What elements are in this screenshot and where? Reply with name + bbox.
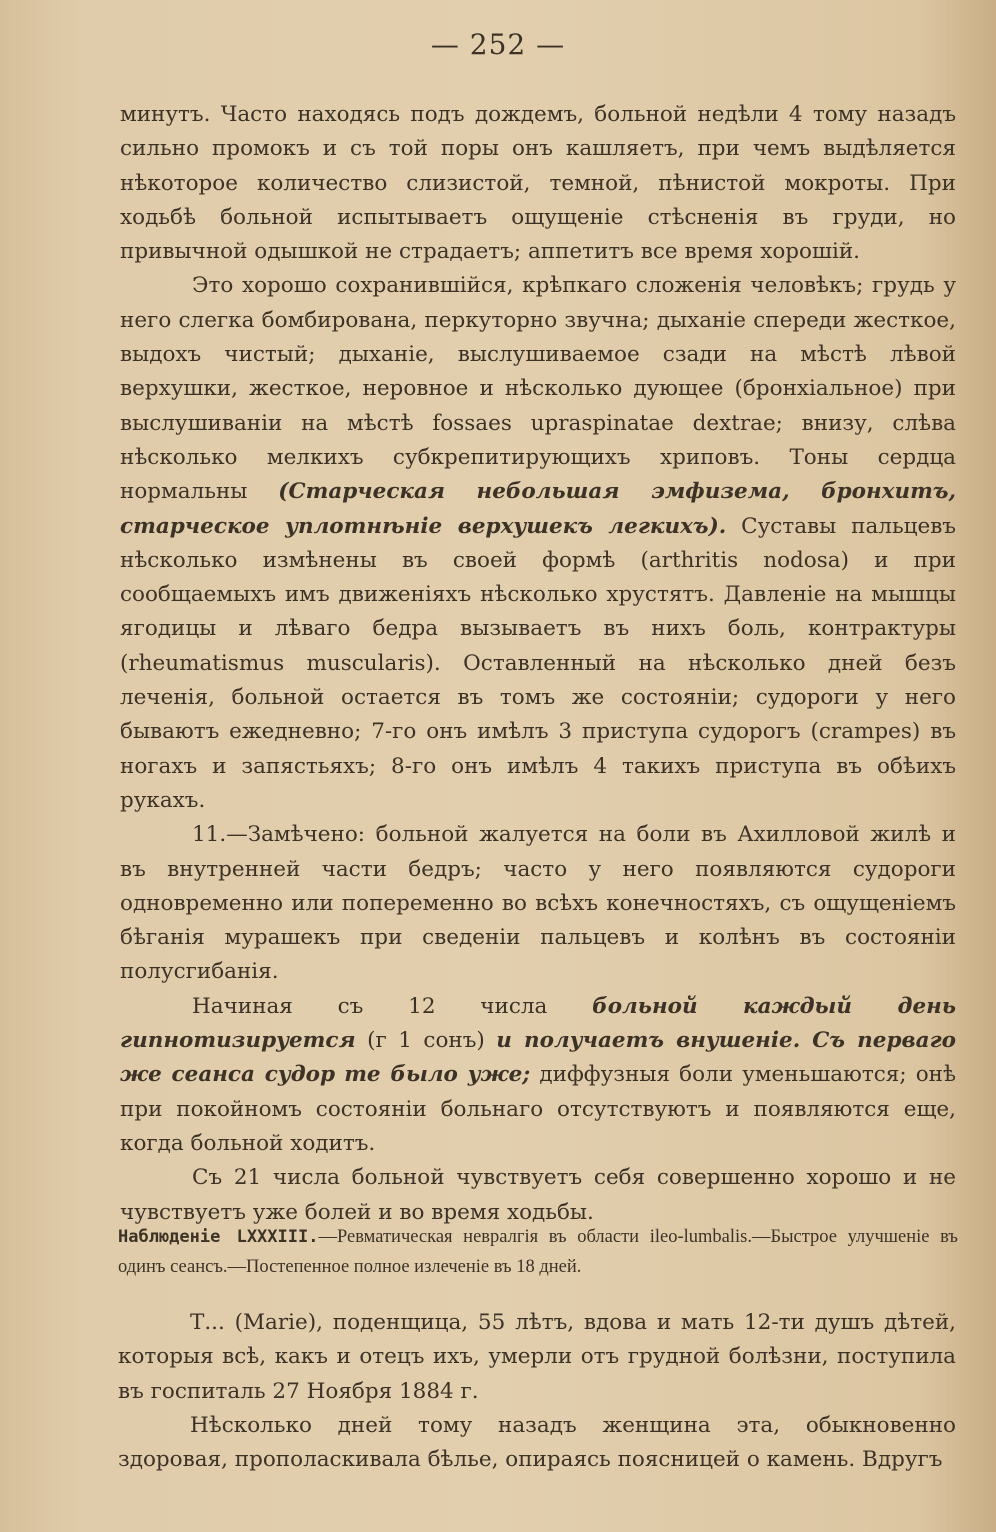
paragraph: Съ 21 числа больной чувствуетъ себя совершенно хорошо и не чувствуетъ уже болей и во время ходьбы.: [120, 1165, 956, 1225]
paragraph-text: 1 сонъ): [398, 1028, 485, 1054]
paragraph: 11.—Замѣчено: больной жалуется на боли въ Ахилловой жилѣ и въ внутренней части бедръ; часто у него появляются судороги одновременно или попеременно во всѣхъ конечностяхъ, съ ощущеніемъ бѣганія мурашекъ при сведеніи пальцевъ и колѣнъ въ состояніи полусгибанія.: [120, 822, 956, 985]
paragraph-text: Это хорошо сохранившійся, крѣпкаго сложенія человѣкъ; грудь у него слегка бомбирована, перкуторно звучна; дыханіе спереди жесткое, выдохъ чистый; дыханіе, выслушиваемое сзади на мѣстѣ лѣвой верхушки, жесткое, неровное и нѣсколько дующее (бронхіальное) при выслушиваніи на мѣстѣ fossaes uprаspinatae dextrae; внизу, слѣва нѣсколько мелкихъ субкрепитирующихъ хриповъ. Тоны сердца нормальны: [120, 273, 956, 505]
paragraph: минутъ. Часто находясь подъ дождемъ, больной недѣли 4 тому назадъ сильно промокъ и съ той поры онъ кашляетъ, при чемъ выдѣляется нѣкоторое количество слизистой, темной, пѣнистой мокроты. При ходьбѣ больной испытываетъ ощущеніе стѣсненія въ груди, но привычной одышкой не страдаетъ; аппетитъ все время хорошій.: [120, 102, 956, 265]
observation-line: [118, 1222, 958, 1282]
paragraph: [120, 269, 956, 818]
paragraph-text: (г: [367, 1028, 387, 1054]
paragraph: Нѣсколько дней тому назадъ женщина эта, обыкновенно здоровая, прополаскивала бѣлье, опираясь поясницей о камень. Вдругъ: [118, 1412, 956, 1473]
paragraph-text: диффузныя боли уменьшаются; онѣ при покойномъ состояніи больнаго отсутствуютъ и появляются еще, когда больной ходитъ.: [120, 1062, 956, 1156]
observation-label: Наблюденіе LXXXIII.: [118, 1227, 319, 1247]
observation-title: —Ревматическая невралгія въ области ileo-lumbalis.—Быстрое улучшеніе въ одинъ сеансъ.—Постепенное полное излеченіе въ 18 дней.: [118, 1227, 958, 1277]
case-text: [118, 1306, 956, 1477]
paragraph-text: Суставы пальцевъ нѣсколько измѣнены въ своей формѣ (arthritis nodosa) и при сообщаемыхъ имъ движеніяхъ нѣсколько хрустятъ. Давленіе на мышцы ягодицы и лѣваго бедра вызываетъ въ нихъ боль, контрактуры (rheumatismus muscularis). Оставленный на нѣсколько дней безъ леченія, больной остается въ томъ же состояніи; судороги у него бываютъ ежедневно; 7-го онъ имѣлъ 3 приступа судорогъ (crampes) въ ногахъ и запястьяхъ; 8-го онъ имѣлъ 4 такихъ приступа въ обѣихъ рукахъ.: [120, 513, 956, 813]
paragraph-text: Начиная съ 12 числа: [192, 993, 548, 1019]
page-number: — 252 —: [430, 28, 566, 61]
italic-text: те было уже;: [344, 1062, 531, 1088]
italic-text: больной каждый день гипнотизируется: [120, 993, 956, 1054]
main-text: [120, 98, 956, 1230]
paragraph: Т... (Marie), поденщица, 55 лѣтъ, вдова и мать 12-ти душъ дѣтей, которыя всѣ, какъ и отецъ ихъ, умерли отъ грудной болѣзни, поступила въ госпиталь 27 Ноября 1884 г.: [118, 1310, 956, 1404]
italic-diagnosis: (Старческая небольшая эмфизема, бронхитъ, старческое уплотнѣніе верхушекъ легкихъ).: [120, 479, 957, 539]
italic-text: и получаетъ внушеніе. Съ перваго же сеанса судор: [120, 1028, 957, 1088]
observation-heading: [118, 1222, 958, 1282]
paragraph: [120, 990, 956, 1161]
